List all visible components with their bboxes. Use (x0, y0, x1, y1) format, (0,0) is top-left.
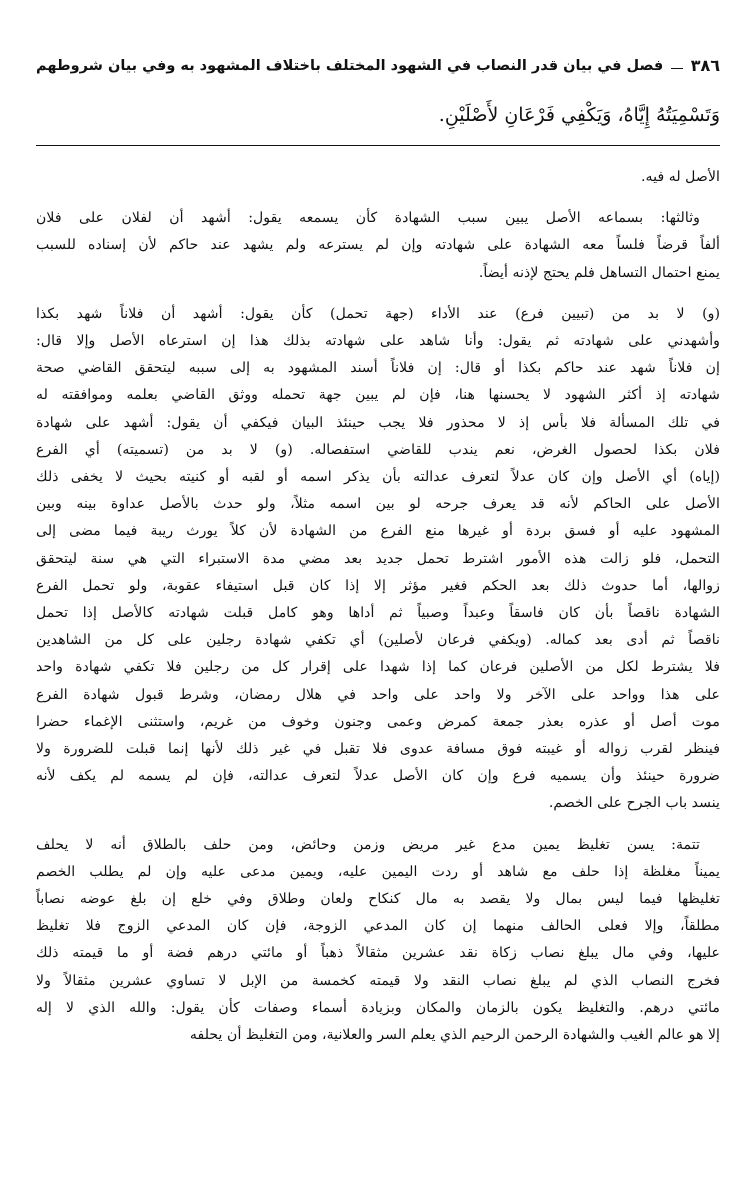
text-line: مطلقاً، وإلا فعلى الحالف منهما إن كان المدعي الزوجة، فإن كان المدعي الزوج فلا تغليظ (36, 918, 720, 935)
paragraph (36, 164, 720, 191)
paragraph (36, 832, 720, 1050)
text-line: (و) لا بد من (تبيين فرع) عند الأداء (جهة تحمل) كأن يقول: أشهد أن فلاناً شهد بكذا (36, 305, 720, 322)
matn-verse: وَتَسْمِيَتُهُ إِيَّاهُ، وَيَكْفِي فَرْعَانِ لأَصْلَيْنِ. (438, 104, 720, 126)
text-line: يميناً مغلظة إذا حلف مع شاهد أو ردت اليمين عليه، ويمين مدعى عليه وإن لم يطلب الخصم (36, 863, 720, 880)
text-line: يمنع احتمال التساهل فلم يحتج لإذنه أيضاً. (478, 264, 720, 281)
text-line: مائتي درهم. والتغليظ يكون بالزمان والمكان وبزيادة أسماء وصفات كأن يقول: والله الذي لا إله (36, 999, 720, 1016)
text-line: ناقصاً ثم أدى بعد كماله. (ويكفي فرعان لأصلين) أي تكفي شهادة رجلين على كل من الشاهدين (36, 632, 720, 649)
running-head (36, 56, 720, 75)
paragraph (36, 205, 720, 287)
text-line: فلان بكذا لحصول الغرض، نعم يندب للقاضي استفصاله. (و) لا بد من (تسميته) أي الفرع (36, 441, 720, 458)
text-line: تتمة: يسن تغليظ يمين مدع غير مريض وزمن وحائض، ومن حلف بالطلاق أنه لا يحلف (36, 836, 700, 853)
text-line: التحمل، فلو زالت هذه الأمور اشترط تحمل جديد بعد مضي مدة الاستبراء التي هي سنة ليتحقق (36, 550, 720, 567)
text-line: إلا هو عالم الغيب والشهادة الرحمن الرحيم الذي يعلم السر والعلانية، ومن التغليظ أن يحلفه (189, 1027, 720, 1044)
text-line: تغليظها فيما ليس بمال ولا يقصد به مال كنكاح ولعان وطلاق وفي خلع إن بلغ عوضه نصاباً (36, 891, 720, 908)
text-line: المشهود عليه أو فسق بردة أو غيرها منع الفرع من الشهادة لأن كلاً يورث ريبة فيما مضى إلى (36, 523, 720, 540)
text-line: موت أصل أو عذره بعذر جمعة كمرض وعمى وجنون وخوف من غريم، واستثنى الإغماء حضرا (36, 713, 720, 730)
text-line: ضرورة حينئذ وأن يسميه فرع وإن كان الأصل عدلاً لتعرف عدالته، فإن لم يسمه لم يكف لأنه (36, 768, 720, 785)
text-line: فينظر لقرب زواله أو غيبته فوق مسافة عدوى فلا تقبل في غير ذلك لأنها إنما قبلت للضرورة ولا (36, 741, 720, 758)
text-line: (إياه) أي الأصل وإن كان عدلاً لتعرف عدالته بأن يذكر اسمه أو لقبه أو كنيته بحيث لا يخفى ذلك (36, 469, 720, 486)
commentary-body (36, 164, 720, 1049)
text-line: إن فلاناً شهد عند حاكم بكذا أو قال: إن فلاناً أسند المشهود به إلى سببه ليتحقق القاضي صحة (36, 360, 720, 377)
text-line: على هذا وواحد على الآخر ولا واحد على واحد في هلال رمضان، وشرط قبول شهادة الفرع (36, 686, 720, 703)
text-line: فلا يشترط لكل من الأصلين فرعان كما إذا شهدا على إقرار كل من رجلين فلا تكفي شهادة واحد (36, 659, 720, 676)
text-line: في تلك المسألة فلا بأس إذ لا محذور فلا يجب حينئذ البيان فيكفي أن يقول: أشهد على شهادة (36, 414, 720, 431)
page-number: ٣٨٦ (690, 56, 720, 75)
paragraph (36, 301, 720, 818)
text-line: وثالثها: بسماعه الأصل يبين سبب الشهادة كأن يسمعه يقول: أشهد أن لفلان على فلان (36, 210, 700, 227)
text-line: ينسد باب الجرح على الخصم. (548, 795, 720, 812)
text-line: الأصل له فيه. (641, 169, 720, 185)
text-line: عليها، وفي مال يبلغ نصاب زكاة نقد عشرين مثقالاً ذهباً أو مائتي درهم فضة أو ما قيمته ذلك (36, 945, 720, 962)
text-line: ألفاً قرضاً فلساً معه الشهادة على شهادته وإن لم يسترعه ولم يشهد عند حاكم لأن إسناده للسبب (36, 237, 720, 254)
text-line: شهادته إذ أكثر الشهود لا يحسنها هنا، فإن لم يبين جهة تحمله ووثق القاضي بعلمه وموافقته له (36, 387, 720, 404)
text-line: فخرج النصاب الذي لم يبلغ نصاب النقد ولا قيمته كخمسة من الإبل لا تساوي عشرين مثقالاً ولا (36, 972, 720, 989)
text-line: زوالها، أما حدوث ذلك بعد الحكم فغير مؤثر إلا إذا كان قبل استيفاء عقوبة، ولو تحمل الفرع (36, 577, 720, 594)
separator-line (36, 145, 720, 146)
text-line: الأصل على الحاكم لأنه قد يعرف جرحه لو بين اسمه مثلاً، ولو حدث بالأصل عداوة بينه وبين (36, 496, 720, 513)
text-line: الشهادة ناقصاً بأن كان فاسقاً وعبداً وصبياً ثم أداها وهو كامل قبلت شهادته كالأصل إذا تحمل (36, 605, 720, 622)
header-rule (671, 68, 682, 69)
text-line: وأشهدني على شهادته ثم يقول: وأنا شاهد على شهادته بذلك هذا إن استرعاه الأصل وإلا قال: (36, 333, 720, 350)
chapter-title: فصل في بيان قدر النصاب في الشهود المختلف باختلاف المشهود به وفي بيان شروطهم (36, 57, 664, 74)
